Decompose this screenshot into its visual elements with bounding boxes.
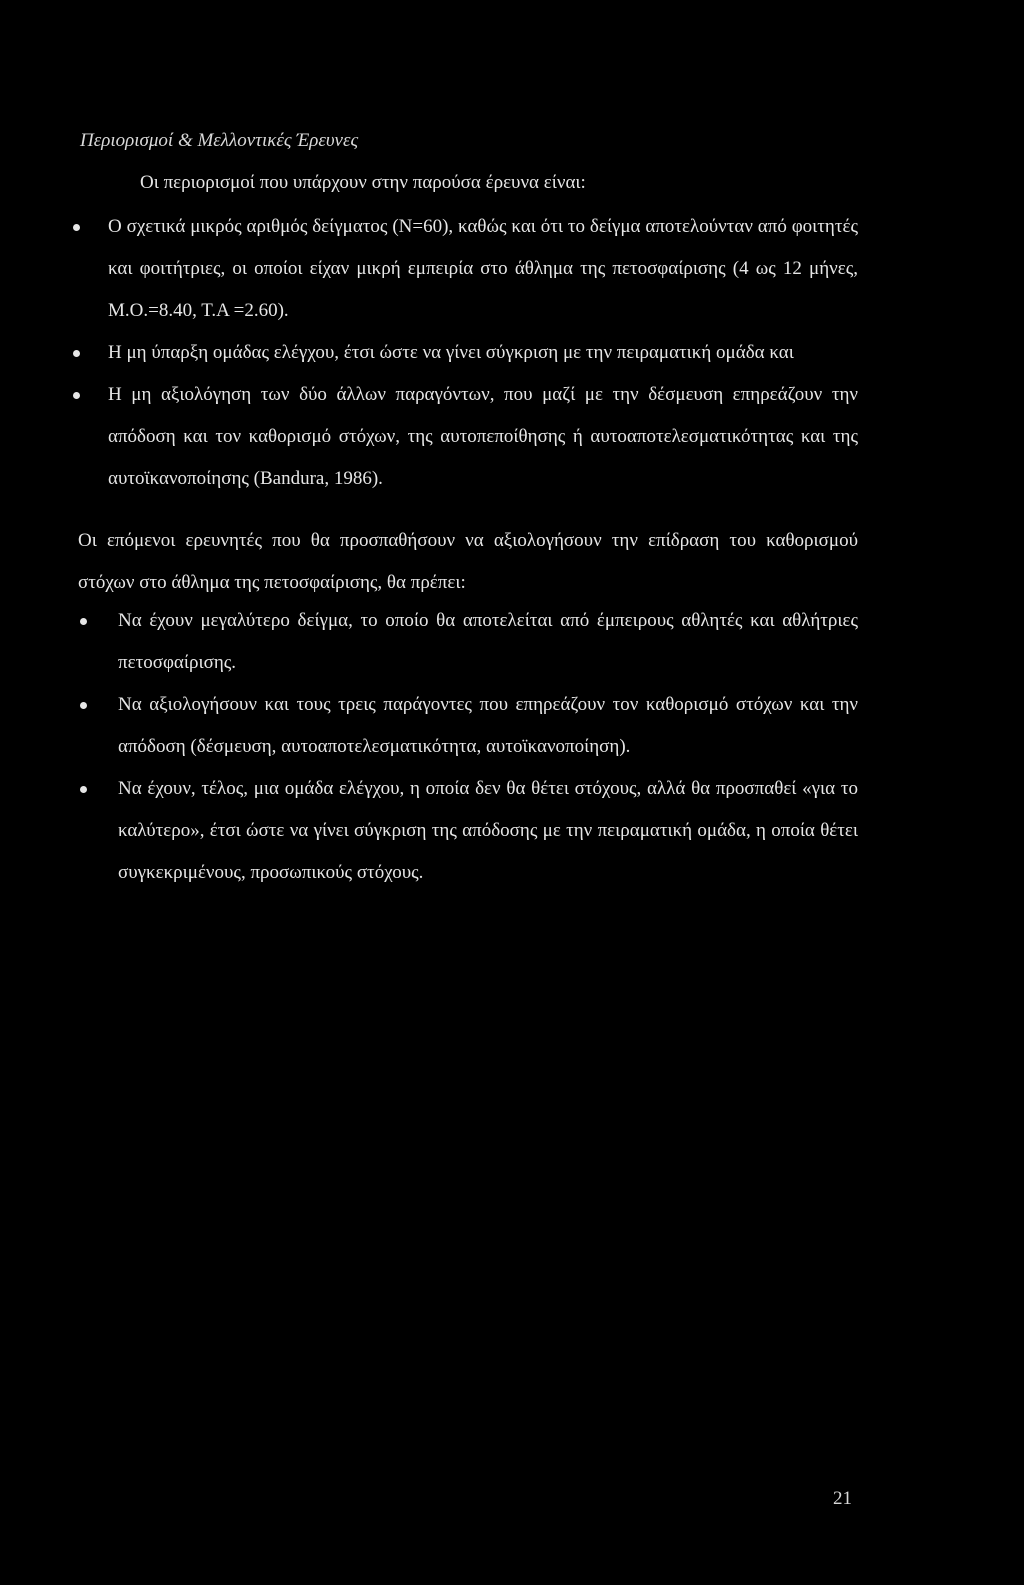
recommendations-list (0, 600, 1024, 894)
section-heading: Περιορισμοί & Μελλοντικές Έρευνες (80, 130, 359, 151)
recommendation-text: Να αξιολογήσουν και τους τρεις παράγοντες που επηρεάζουν τον καθορισμό στόχων και την απόδοση (δέσμευση, αυτοαποτελεσματικότητα, αυτοϊκανοποίηση). (118, 694, 858, 757)
bullet-icon (73, 392, 80, 399)
list-item (0, 684, 1024, 768)
bullet-icon (73, 350, 80, 357)
list-item (0, 332, 1024, 374)
list-item (0, 206, 1024, 332)
limitations-list (0, 206, 1024, 500)
list-item (0, 374, 1024, 500)
page-number: 21 (833, 1488, 852, 1509)
list-item (0, 768, 1024, 894)
bullet-icon (80, 786, 87, 793)
limitation-text: Ο σχετικά μικρός αριθμός δείγματος (Ν=60), καθώς και ότι το δείγμα αποτελούνταν από φοιτητές και φοιτήτριες, οι οποίοι είχαν μικρή εμπειρία στο άθλημα της πετοσφαίρισης (4 ως 12 μήνες, Μ.Ο.=8.40, Τ.Α =2.60). (108, 216, 858, 321)
intro-text: Οι περιορισμοί που υπάρχουν στην παρούσα έρευνα είναι: (140, 172, 586, 193)
limitation-text: Η μη αξιολόγηση των δύο άλλων παραγόντων, που μαζί με την δέσμευση επηρεάζουν την απόδοση και τον καθορισμό στόχων, της αυτοπεποίθησης ή αυτοαποτελεσματικότητας και της αυτοϊκανοποίησης (Bandura, 1986). (108, 384, 858, 489)
future-research-paragraph: Οι επόμενοι ερευνητές που θα προσπαθήσουν να αξιολογήσουν την επίδραση του καθορισμού στόχων στο άθλημα της πετοσφαίρισης, θα πρέπει: (78, 530, 858, 593)
list-item (0, 600, 1024, 684)
limitation-text: Η μη ύπαρξη ομάδας ελέγχου, έτσι ώστε να γίνει σύγκριση με την πειραματική ομάδα και (108, 342, 794, 363)
bullet-icon (80, 618, 87, 625)
recommendation-text: Να έχουν μεγαλύτερο δείγμα, το οποίο θα αποτελείται από έμπειρους αθλητές και αθλήτριες πετοσφαίρισης. (118, 610, 858, 673)
recommendation-text: Να έχουν, τέλος, μια ομάδα ελέγχου, η οποία δεν θα θέτει στόχους, αλλά θα προσπαθεί «για το καλύτερο», έτσι ώστε να γίνει σύγκριση της απόδοσης με την πειραματική ομάδα, η οποία θέτει συγκεκριμένους, προσωπικούς στόχους. (118, 778, 858, 883)
bullet-icon (80, 702, 87, 709)
bullet-icon (73, 224, 80, 231)
